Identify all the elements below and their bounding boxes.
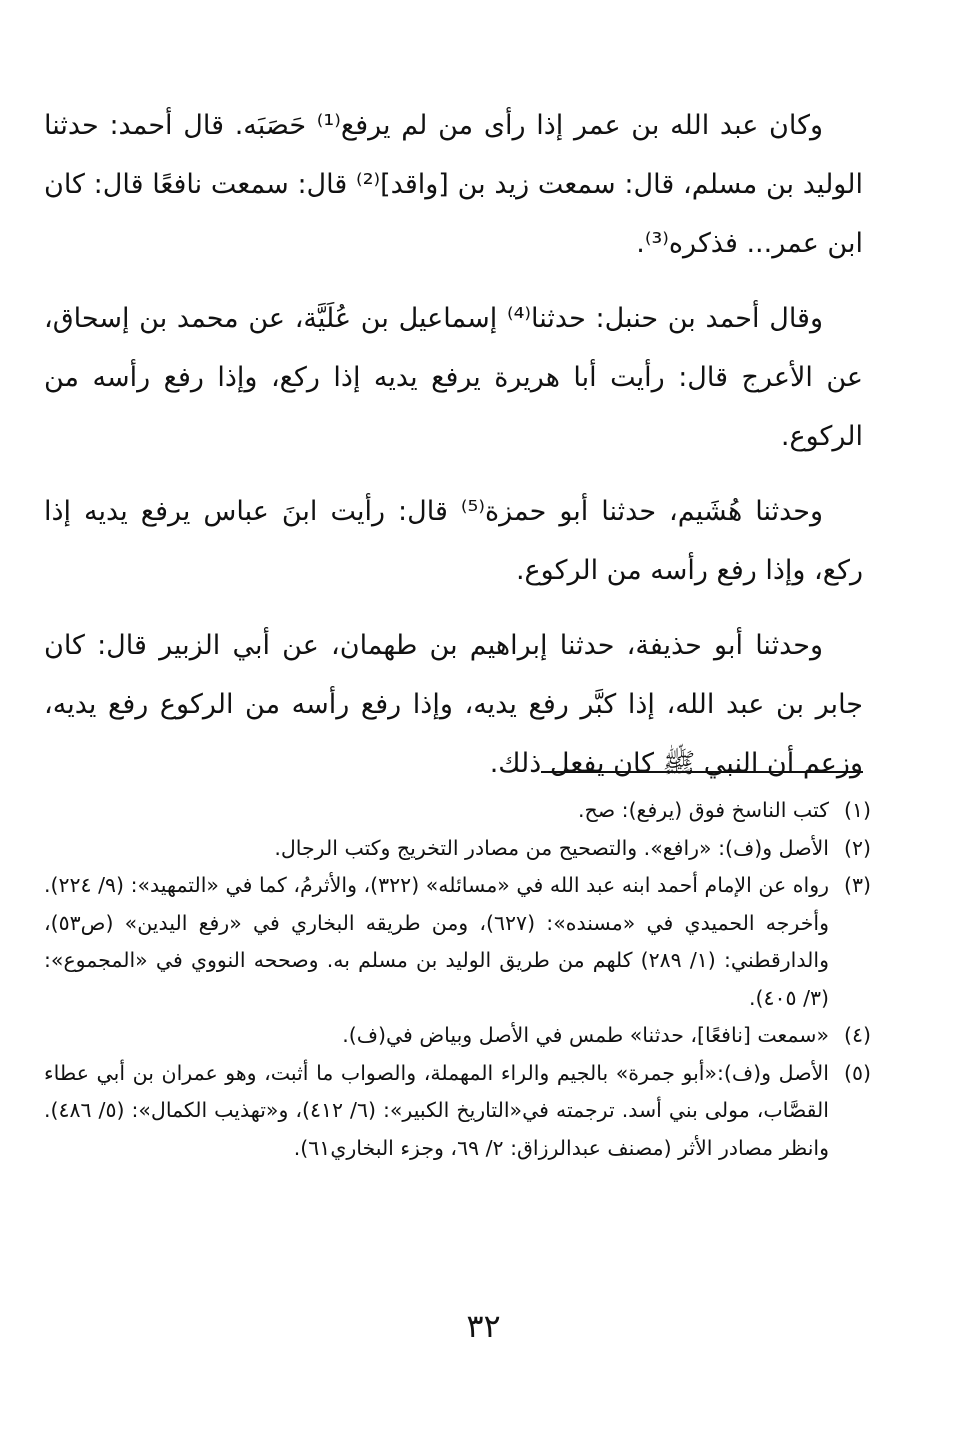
footnote-text: الأصل و(ف): «رافع». والتصحيح من مصادر التخريج وكتب الرجال. [274,835,829,860]
footnotes [44,792,871,1167]
footnote-text: «سمعت [نافعًا]، حدثنا» طمس في الأصل وبياض في(ف). [342,1023,829,1047]
footnote-number: (٥) [843,1060,871,1085]
footnote [44,1055,871,1168]
footnote-text: رواه عن الإمام أحمد ابنه عبد الله في «مسائله» (٣٢٢)، والأثرمُ، كما في «التمهيد»: (٩/ ٢٢٤). وأخرجه الحميدي في «مسنده»: (٦٢٧)، ومن طريقه البخاري في «رفع اليدين» (ص٥٣)، والدارقطني: (١/ ٢٨٩) كلهم من طريق الوليد بن مسلم به. وصححه النووي في «المجموع»: (٣/ ٤٠٥). [44,873,830,1010]
footnote [44,830,871,868]
footnote-divider [541,771,863,773]
footnote-number: (٣) [843,873,871,897]
footnote-number: (٢) [843,835,871,860]
page-number: ٣٢ [466,1307,501,1345]
footnote-text: كتب الناسخ فوق (يرفع): صح. [577,798,829,822]
main-text [44,96,863,809]
footnote-number: (٤) [843,1023,871,1047]
footnote-number: (١) [843,798,871,822]
paragraph: وحدثنا أبو حذيفة، حدثنا إبراهيم بن طهمان، عن أبي الزبير قال: كان جابر بن عبد الله، إذا كبَّر رفع يديه، وإذا رفع رأسه من الركوع رفع يديه، وزعم أن النبي ﷺ كان يفعل ذلك. [44,630,863,779]
footnote [44,867,871,1017]
paragraph: وحدثنا هُشَيم، حدثنا أبو حمزة⁽⁵⁾ قال: رأيت ابنَ عباس يرفع يديه إذا ركع، وإذا رفع رأسه من الركوع. [44,496,863,586]
footnote [44,1017,871,1055]
footnote-text: الأصل و(ف):«أبو جمرة» بالجيم والراء المهملة، والصواب ما أثبت، وهو عمران بن أبي عطاء القصَّاب، مولى بني أسد. ترجمته في«التاريخ الكبير»: (٦/ ٤١٢)، و«تهذيب الكمال»: (٥/ ٤٨٦). وانظر مصادر الأثر (مصنف عبدالرزاق: ٢/ ٦٩، وجزء البخاري٦١). [44,1060,829,1160]
footnote [44,792,871,830]
paragraph: وقال أحمد بن حنبل: حدثنا⁽⁴⁾ إسماعيل بن عُلَيَّة، عن محمد بن إسحاق، عن الأعرج قال: رأيت أبا هريرة يرفع يديه إذا ركع، وإذا رفع رأسه من الركوع. [44,303,863,452]
paragraph: وكان عبد الله بن عمر إذا رأى من لم يرفع⁽¹⁾ حَصَبَه. قال أحمد: حدثنا الوليد بن مسلم، قال: سمعت زيد بن [واقد]⁽²⁾ قال: سمعت نافعًا قال: كان ابن عمر... فذكره⁽³⁾. [44,110,863,259]
